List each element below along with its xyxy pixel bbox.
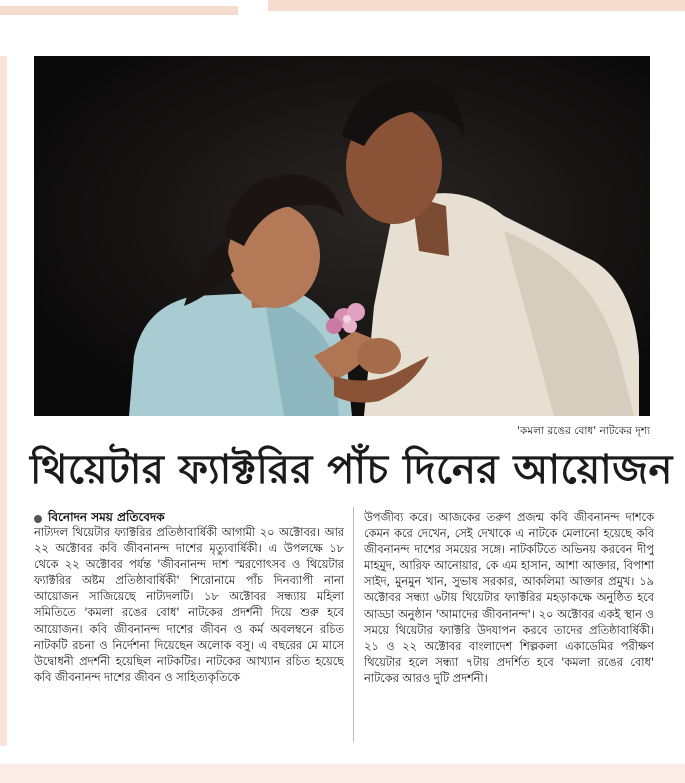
page-edge-strip: [0, 764, 685, 783]
page-edge-strip: [0, 56, 7, 746]
article-column-left: [34, 525, 344, 686]
photo-caption: 'কমলা রঙের বোধ' নাটকের দৃশ্য: [517, 425, 650, 437]
article-body-right: উপজীব্য করে। আজকের তরুণ প্রজন্ম কবি জীবনানন্দ দাশকে কেমন করে দেখেন, সেই দেখাকে এ নাটকে মেলানো হয়েছে কবি জীবনানন্দ দাশের সময়ের সঙ্গে। নাটকটিতে অভিনয় করবেন দীপু মাহমুদ, আরিফ আনোয়ার, কে এম হাসান, আশা আক্তার, বিপাশা সাইদ, মুনমুন খান, সুভাষ সরকার, আকলিমা আক্তার প্রমুখ। ১৯ অক্টোবর সন্ধ্যা ৬টায় থিয়েটার ফ্যাক্টরির মহড়াকক্ষে অনুষ্ঠিত হবে আড্ডা অনুষ্ঠান 'আমাদের জীবনানন্দ'। ২০ অক্টোবর একই স্থান ও সময়ে থিয়েটার ফ্যাক্টরি উদযাপন করবে তাদের প্রতিষ্ঠাবার্ষিকী। ২১ ও ২২ অক্টোবর বাংলাদেশ শিল্পকলা একাডেমির পরীক্ষণ থিয়েটার হলে সন্ধ্যা ৭টায় প্রদর্শিত হবে 'কমলা রঙের বোধ' নাটকের আরও দুটি প্রদর্শনী।: [364, 511, 654, 685]
byline-text: বিনোদন সময় প্রতিবেদক: [48, 510, 165, 524]
stage-scene-illustration: [34, 56, 650, 416]
bullet-icon: [34, 515, 42, 523]
article-body-left: নাট্যদল থিয়েটার ফ্যাক্টরির প্রতিষ্ঠাবার্ষিকী আগামী ২০ অক্টোবর। আর ২২ অক্টোবর কবি জীবনানন্দ দাশের মৃত্যুবার্ষিকী। এ উপলক্ষে ১৮ থেকে ২২ অক্টোবর পর্যন্ত 'জীবনানন্দ দাশ স্মরণোৎসব ও থিয়েটার ফ্যাক্টরির অষ্টম প্রতিষ্ঠাবার্ষিকী' শিরোনামে পাঁচ দিনব্যাপী নানা আয়োজন সাজিয়েছে নাট্যদলটি। ১৮ অক্টোবর সন্ধ্যায় মহিলা সমিতিতে 'কমলা রঙের বোধ' নাটকের প্রদর্শনী দিয়ে শুরু হবে আয়োজন। কবি জীবনানন্দ দাশের জীবন ও কর্ম অবলম্বনে রচিত নাটকটি রচনা ও নির্দেশনা দিয়েছেন অলোক বসু। এ বছরের মে মাসে উদ্বোধনী প্রদর্শনী হয়েছিল নাটকটির। নাটকের আখ্যান রচিত হয়েছে কবি জীবনানন্দ দাশের জীবন ও সাহিত্যকৃতিকে: [34, 526, 344, 684]
article-photo: [34, 56, 650, 416]
article-headline: থিয়েটার ফ্যাক্টরির পাঁচ দিনের আয়োজন: [30, 447, 673, 493]
page-edge-strip: [268, 0, 685, 11]
article-column-right: [364, 510, 654, 687]
page-edge-strip: [0, 6, 238, 15]
column-divider: [353, 507, 354, 742]
